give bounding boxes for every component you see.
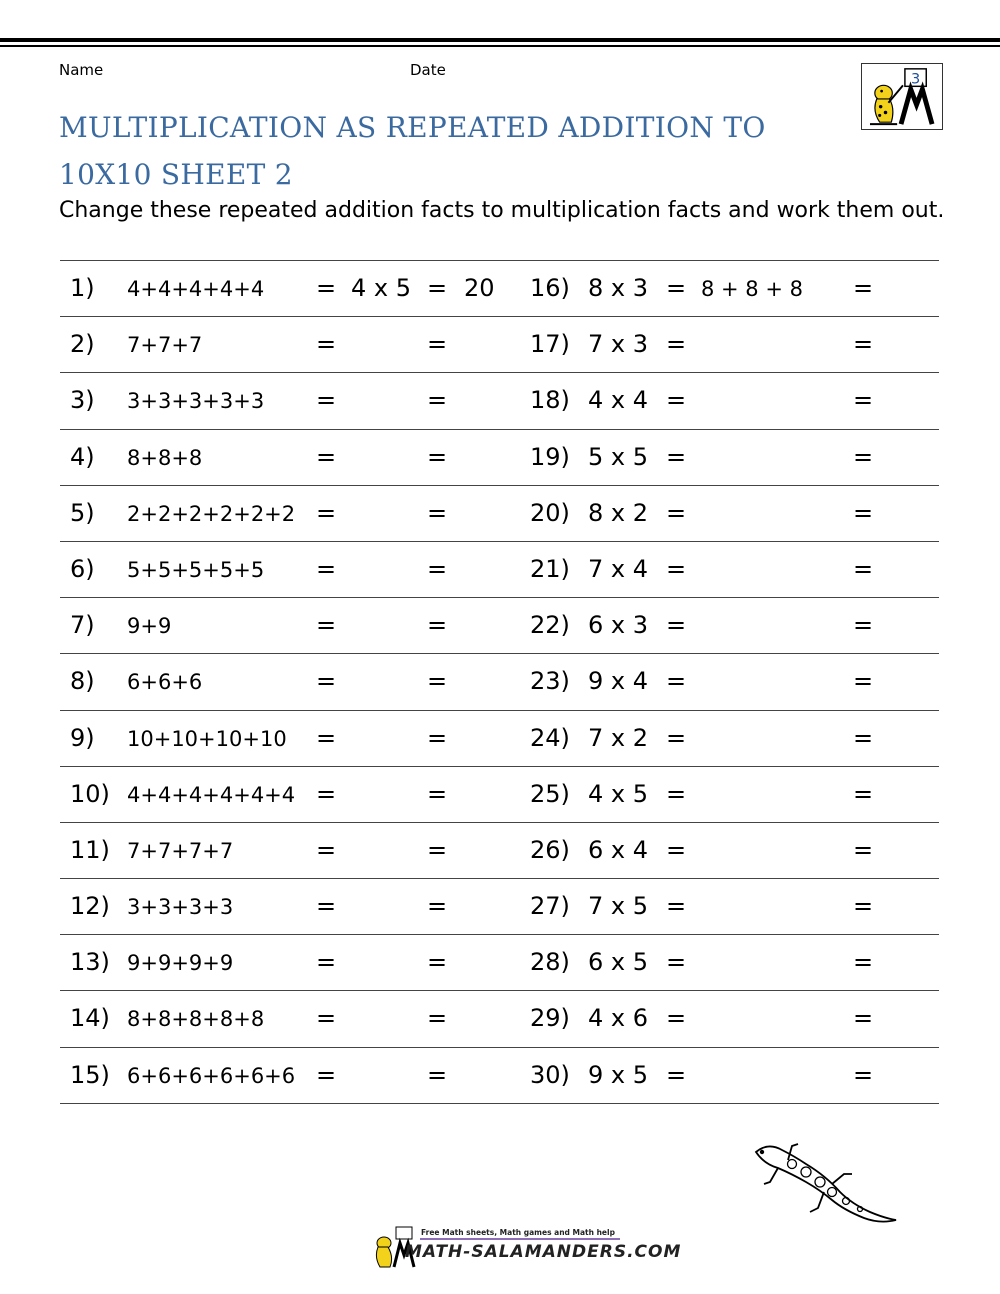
- top-rule-thin: [0, 45, 1000, 47]
- equals-sign: =: [316, 386, 337, 415]
- problem-row: [60, 710, 939, 766]
- multiplication-fact: 5 x 5: [588, 442, 648, 471]
- equals-sign: =: [853, 554, 874, 583]
- equals-sign: =: [316, 274, 337, 302]
- multiplication-fact: 4 x 6: [588, 1004, 648, 1033]
- equals-sign: =: [666, 386, 687, 415]
- equals-sign: =: [666, 442, 687, 471]
- problem-number: 28): [530, 948, 570, 977]
- equals-sign: =: [853, 667, 874, 696]
- addition-expression: 6+6+6: [127, 670, 203, 695]
- multiplication-fact: 8 x 2: [588, 498, 648, 527]
- equals-sign: =: [666, 723, 687, 752]
- equals-sign: =: [666, 948, 687, 977]
- problem-row: [60, 990, 939, 1046]
- footer-tagline: Free Math sheets, Math games and Math help: [421, 1228, 615, 1237]
- date-label: Date: [410, 61, 446, 79]
- equals-sign: =: [427, 892, 448, 921]
- problem-number: 19): [530, 442, 570, 471]
- equals-sign: =: [427, 779, 448, 808]
- equals-sign: =: [853, 611, 874, 640]
- problem-number: 27): [530, 892, 570, 921]
- equals-sign: =: [666, 1060, 687, 1089]
- grade-number: 3: [910, 70, 921, 88]
- multiplication-fact: 4 x 5: [588, 779, 648, 808]
- problem-number: 18): [530, 386, 570, 415]
- multiplication-answer[interactable]: 4 x 5: [351, 274, 411, 302]
- problem-row: [60, 1047, 939, 1104]
- problem-row: [60, 260, 939, 316]
- equals-sign: =: [853, 948, 874, 977]
- problem-number: 7): [70, 611, 95, 640]
- equals-sign: =: [853, 274, 874, 302]
- problem-number: 13): [70, 948, 110, 977]
- equals-sign: =: [316, 779, 337, 808]
- equals-sign: =: [427, 330, 448, 359]
- product-answer[interactable]: 20: [464, 274, 495, 302]
- multiplication-fact: 6 x 4: [588, 835, 648, 864]
- problem-number: 25): [530, 779, 570, 808]
- equals-sign: =: [427, 835, 448, 864]
- multiplication-fact: 4 x 4: [588, 386, 648, 415]
- grade-logo: [861, 63, 943, 130]
- problem-number: 3): [70, 386, 95, 415]
- equals-sign: =: [666, 274, 687, 302]
- name-label: Name: [59, 61, 104, 79]
- multiplication-fact: 6 x 3: [588, 611, 648, 640]
- equals-sign: =: [853, 442, 874, 471]
- multiplication-fact: 7 x 3: [588, 330, 648, 359]
- equals-sign: =: [853, 723, 874, 752]
- problem-number: 23): [530, 667, 570, 696]
- equals-sign: =: [427, 274, 448, 302]
- problem-row: [60, 541, 939, 597]
- problem-row: [60, 597, 939, 653]
- equals-sign: =: [427, 667, 448, 696]
- instructions: Change these repeated addition facts to multiplication facts and work them out.: [59, 198, 945, 223]
- equals-sign: =: [427, 498, 448, 527]
- addition-answer[interactable]: 8 + 8 + 8: [701, 277, 803, 301]
- problem-row: [60, 934, 939, 990]
- worksheet-title: MULTIPLICATION AS REPEATED ADDITION TO 10X10 SHEET 2: [59, 111, 766, 191]
- problem-number: 24): [530, 723, 570, 752]
- equals-sign: =: [666, 1004, 687, 1033]
- problem-row: [60, 316, 939, 372]
- equals-sign: =: [316, 948, 337, 977]
- equals-sign: =: [666, 611, 687, 640]
- problem-number: 5): [70, 498, 95, 527]
- top-rule-thick: [0, 38, 1000, 42]
- equals-sign: =: [427, 1004, 448, 1033]
- equals-sign: =: [853, 386, 874, 415]
- addition-expression: 4+4+4+4+4: [127, 277, 265, 301]
- equals-sign: =: [853, 498, 874, 527]
- equals-sign: =: [316, 330, 337, 359]
- addition-expression: 10+10+10+10: [127, 726, 287, 751]
- addition-expression: 2+2+2+2+2+2: [127, 501, 296, 526]
- multiplication-fact: 7 x 2: [588, 723, 648, 752]
- equals-sign: =: [316, 442, 337, 471]
- problem-number: 11): [70, 835, 110, 864]
- addition-expression: 5+5+5+5+5: [127, 557, 265, 582]
- problem-row: [60, 429, 939, 485]
- problem-row: [60, 485, 939, 541]
- addition-expression: 7+7+7+7: [127, 838, 234, 863]
- multiplication-fact: 9 x 5: [588, 1060, 648, 1089]
- equals-sign: =: [666, 835, 687, 864]
- equals-sign: =: [316, 723, 337, 752]
- problem-number: 4): [70, 442, 95, 471]
- footer-site-name[interactable]: MATH-SALAMANDERS.COM: [405, 1242, 682, 1262]
- equals-sign: =: [427, 554, 448, 583]
- problem-number: 15): [70, 1060, 110, 1089]
- equals-sign: =: [853, 1004, 874, 1033]
- equals-sign: =: [853, 330, 874, 359]
- equals-sign: =: [853, 1060, 874, 1089]
- equals-sign: =: [316, 892, 337, 921]
- problem-row: [60, 766, 939, 822]
- equals-sign: =: [666, 554, 687, 583]
- problem-number: 12): [70, 892, 110, 921]
- addition-expression: 8+8+8: [127, 445, 203, 470]
- equals-sign: =: [666, 779, 687, 808]
- problem-table: [60, 260, 939, 1104]
- problem-row: [60, 822, 939, 878]
- problem-number: 21): [530, 554, 570, 583]
- equals-sign: =: [666, 498, 687, 527]
- problem-number: 29): [530, 1004, 570, 1033]
- equals-sign: =: [853, 892, 874, 921]
- equals-sign: =: [853, 779, 874, 808]
- equals-sign: =: [666, 330, 687, 359]
- salamander-illustration: [748, 1138, 900, 1230]
- equals-sign: =: [316, 1060, 337, 1089]
- problem-number: 2): [70, 330, 95, 359]
- addition-expression: 3+3+3+3+3: [127, 389, 265, 414]
- addition-expression: 9+9: [127, 614, 172, 639]
- multiplication-fact: 6 x 5: [588, 948, 648, 977]
- problem-number: 9): [70, 723, 95, 752]
- equals-sign: =: [316, 835, 337, 864]
- problem-number: 6): [70, 554, 95, 583]
- problem-number: 14): [70, 1004, 110, 1033]
- equals-sign: =: [316, 498, 337, 527]
- equals-sign: =: [427, 948, 448, 977]
- addition-expression: 7+7+7: [127, 333, 203, 358]
- problem-row: [60, 372, 939, 428]
- problem-number: 10): [70, 779, 110, 808]
- problem-number: 17): [530, 330, 570, 359]
- equals-sign: =: [316, 1004, 337, 1033]
- equals-sign: =: [427, 1060, 448, 1089]
- equals-sign: =: [427, 723, 448, 752]
- equals-sign: =: [427, 386, 448, 415]
- equals-sign: =: [427, 611, 448, 640]
- addition-expression: 6+6+6+6+6+6: [127, 1063, 296, 1088]
- addition-expression: 9+9+9+9: [127, 951, 234, 976]
- addition-expression: 4+4+4+4+4+4: [127, 782, 296, 807]
- addition-expression: 3+3+3+3: [127, 895, 234, 920]
- multiplication-fact: 8 x 3: [588, 274, 648, 302]
- problem-row: [60, 878, 939, 934]
- problem-row: [60, 653, 939, 709]
- equals-sign: =: [666, 667, 687, 696]
- problem-number: 26): [530, 835, 570, 864]
- equals-sign: =: [853, 835, 874, 864]
- equals-sign: =: [316, 667, 337, 696]
- equals-sign: =: [316, 554, 337, 583]
- problem-number: 16): [530, 274, 570, 302]
- problem-number: 1): [70, 274, 95, 302]
- problem-number: 30): [530, 1060, 570, 1089]
- equals-sign: =: [427, 442, 448, 471]
- equals-sign: =: [666, 892, 687, 921]
- salamander-teacher-icon: [862, 64, 942, 129]
- multiplication-fact: 7 x 5: [588, 892, 648, 921]
- problem-number: 8): [70, 667, 95, 696]
- multiplication-fact: 7 x 4: [588, 554, 648, 583]
- equals-sign: =: [316, 611, 337, 640]
- addition-expression: 8+8+8+8+8: [127, 1007, 265, 1032]
- problem-number: 22): [530, 611, 570, 640]
- problem-number: 20): [530, 498, 570, 527]
- multiplication-fact: 9 x 4: [588, 667, 648, 696]
